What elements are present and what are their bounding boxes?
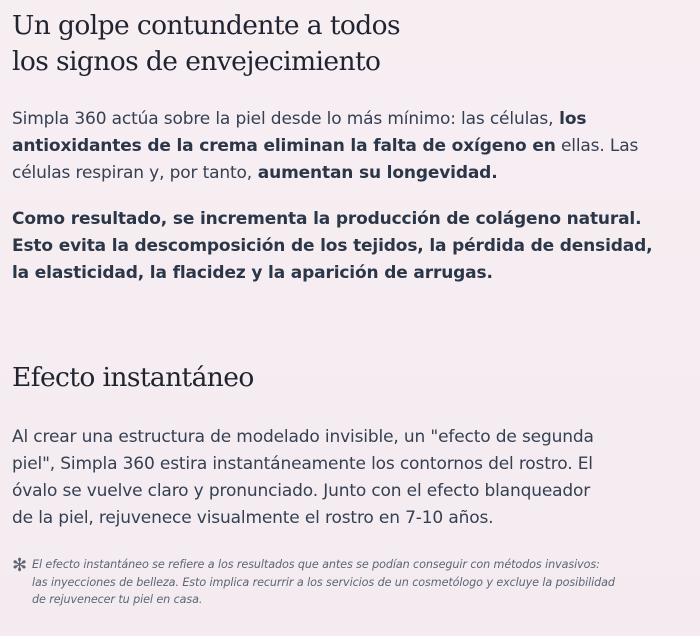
asterisk-icon: ✻ [12, 555, 28, 576]
paragraph-line [12, 160, 700, 187]
paragraph-line: óvalo se vuelve claro y pronunciado. Junto con el efecto blanqueador [12, 481, 591, 501]
paragraph-line: piel", Simpla 360 estira instantáneamente los contornos del rostro. El [12, 454, 593, 474]
paragraph-line: Al crear una estructura de modelado invisible, un "efecto de segunda [12, 427, 594, 447]
section-heading-aging [12, 8, 400, 80]
section-heading-instant-effect: Efecto instantáneo [12, 362, 254, 393]
footnote-line: las inyecciones de belleza. Esto implica recurrir a los servicios de un cosmetólogo y excluye la posibilidad [32, 575, 615, 589]
footnote-line: El efecto instantáneo se refiere a los resultados que antes se podían conseguir con métodos invasivos: [32, 558, 600, 571]
text-run: ellas. Las [555, 136, 639, 156]
paragraph-line: de la piel, rejuvenece visualmente el rostro en 7-10 años. [12, 508, 494, 528]
paragraph-line [12, 133, 700, 160]
heading-line: Un golpe contundente a todos [12, 10, 400, 41]
paragraph-line [12, 106, 700, 133]
paragraph-line: la elasticidad, la flacidez y la aparición de arrugas. [12, 263, 493, 283]
text-run: Simpla 360 actúa sobre la piel desde lo más mínimo: las células, [12, 109, 554, 129]
instant-effect-paragraph [12, 424, 700, 532]
bold-text-run: los [553, 109, 587, 129]
result-paragraph [12, 206, 700, 287]
bold-text-run: aumentan su longevidad. [252, 163, 498, 183]
footnote-text [32, 556, 615, 609]
intro-paragraph [12, 106, 700, 187]
text-run: células respiran y, por tanto, [12, 163, 253, 183]
footnote-line: de rejuvenecer tu piel en casa. [32, 593, 203, 606]
paragraph-line: Esto evita la descomposición de los tejidos, la pérdida de densidad, [12, 236, 653, 256]
paragraph-line: Como resultado, se incrementa la producción de colágeno natural. [12, 209, 642, 229]
heading-line: los signos de envejecimiento [12, 46, 381, 77]
bold-text-run: antioxidantes de la crema eliminan la falta de oxígeno en [12, 136, 556, 156]
